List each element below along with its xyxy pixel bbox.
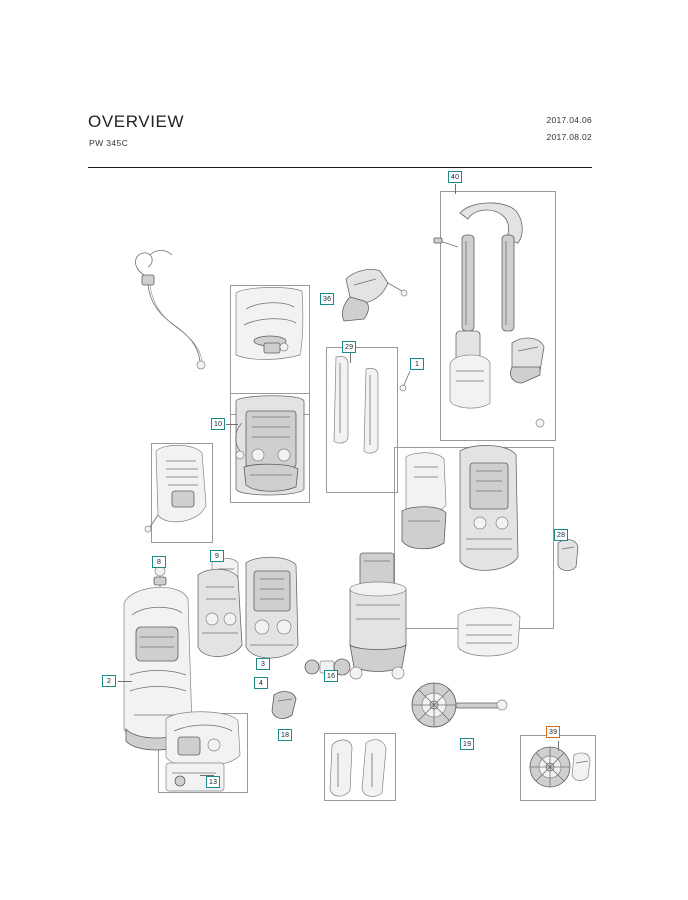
date-primary: 2017.04.06 [546, 115, 592, 125]
callout-4[interactable]: 4 [254, 677, 268, 689]
leader-29 [350, 353, 351, 363]
leader-2 [118, 681, 132, 682]
callout-40[interactable]: 40 [448, 171, 462, 183]
diagram-artwork [88, 175, 592, 835]
callout-16[interactable]: 16 [324, 670, 338, 682]
callout-18[interactable]: 18 [278, 729, 292, 741]
callout-10[interactable]: 10 [211, 418, 225, 430]
callout-8[interactable]: 8 [152, 556, 166, 568]
parts-diagram [88, 175, 592, 835]
callout-39[interactable]: 39 [546, 726, 560, 738]
header-rule [88, 167, 592, 168]
callout-28[interactable]: 28 [554, 529, 568, 541]
callout-2[interactable]: 2 [102, 675, 116, 687]
callout-19[interactable]: 19 [460, 738, 474, 750]
callout-1[interactable]: 1 [410, 358, 424, 370]
leader-40 [455, 184, 456, 194]
document-header [88, 112, 592, 164]
leader-10 [226, 424, 238, 425]
leader-39 [558, 741, 559, 751]
callout-13[interactable]: 13 [206, 776, 220, 788]
date-secondary: 2017.08.02 [546, 132, 592, 142]
callout-36[interactable]: 36 [320, 293, 334, 305]
callout-29[interactable]: 29 [342, 341, 356, 353]
callout-9[interactable]: 9 [210, 550, 224, 562]
page-title: OVERVIEW [88, 112, 185, 131]
model-label: PW 345C [89, 138, 129, 148]
callout-3[interactable]: 3 [256, 658, 270, 670]
